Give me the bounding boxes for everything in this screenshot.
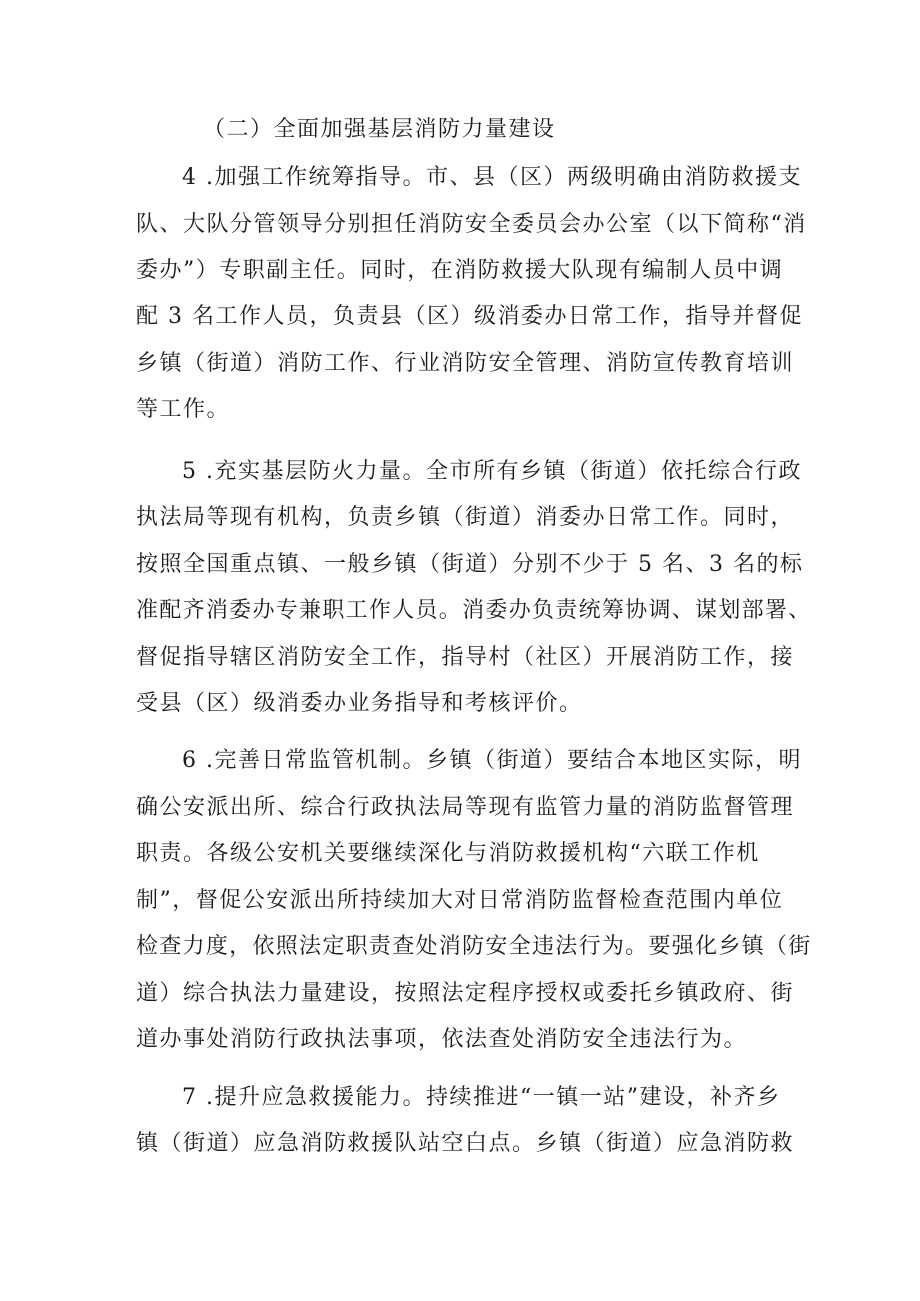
paragraph-line: 队、大队分管领导分别担任消防安全委员会办公室（以下简称“消 bbox=[136, 212, 807, 237]
paragraph-line: 委办”）专职副主任。同时，在消防救援大队现有编制人员中调 bbox=[136, 258, 784, 283]
paragraph-line: 配 3 名工作人员，负责县（区）级消委办日常工作，指导并督促 bbox=[136, 304, 803, 329]
paragraph-line: 道）综合执法力量建设，按照法定程序授权或委托乡镇政府、街 bbox=[136, 981, 795, 1006]
paragraph-line: 督促指导辖区消防安全工作，指导村（社区）开展消防工作，接 bbox=[136, 645, 795, 670]
paragraph-line: 乡镇（街道）消防工作、行业消防安全管理、消防宣传教育培训 bbox=[136, 351, 795, 376]
paragraph-line: 执法局等现有机构，负责乡镇（街道）消委办日常工作。同时， bbox=[136, 505, 795, 530]
paragraph-line: 受县（区）级消委办业务指导和考核评价。 bbox=[136, 691, 583, 716]
paragraph-line: 7 .提升应急救援能力。持续推进“一镇一站”建设，补齐乡 bbox=[182, 1085, 781, 1110]
paragraph-line: 准配齐消委办专兼职工作人员。消委办负责统筹协调、谋划部署、 bbox=[136, 598, 812, 623]
paragraph-line: 按照全国重点镇、一般乡镇（街道）分别不少于 5 名、3 名的标 bbox=[136, 552, 804, 577]
section-heading: （二）全面加强基层消防力量建设 bbox=[203, 117, 556, 142]
paragraph-line: 制”，督促公安派出所持续加大对日常消防监督检查范围内单位 bbox=[136, 888, 784, 913]
paragraph-line: 4 .加强工作统筹指导。市、县（区）两级明确由消防救援支 bbox=[182, 165, 802, 190]
paragraph-line: 职责。各级公安机关要继续深化与消防救援机构“六联工作机 bbox=[136, 841, 760, 866]
paragraph-line: 镇（街道）应急消防救援队站空白点。乡镇（街道）应急消防救 bbox=[136, 1131, 795, 1156]
paragraph-line: 道办事处消防行政执法事项，依法查处消防安全违法行为。 bbox=[136, 1027, 748, 1052]
paragraph-line: 检查力度，依照法定职责查处消防安全违法行为。要强化乡镇（街 bbox=[136, 934, 812, 959]
paragraph-line: 等工作。 bbox=[136, 397, 231, 422]
paragraph-line: 确公安派出所、综合行政执法局等现有监管力量的消防监督管理 bbox=[136, 795, 795, 820]
paragraph-line: 5 .充实基层防火力量。全市所有乡镇（街道）依托综合行政 bbox=[182, 459, 802, 484]
paragraph-line: 6 .完善日常监管机制。乡镇（街道）要结合本地区实际，明 bbox=[182, 748, 802, 773]
